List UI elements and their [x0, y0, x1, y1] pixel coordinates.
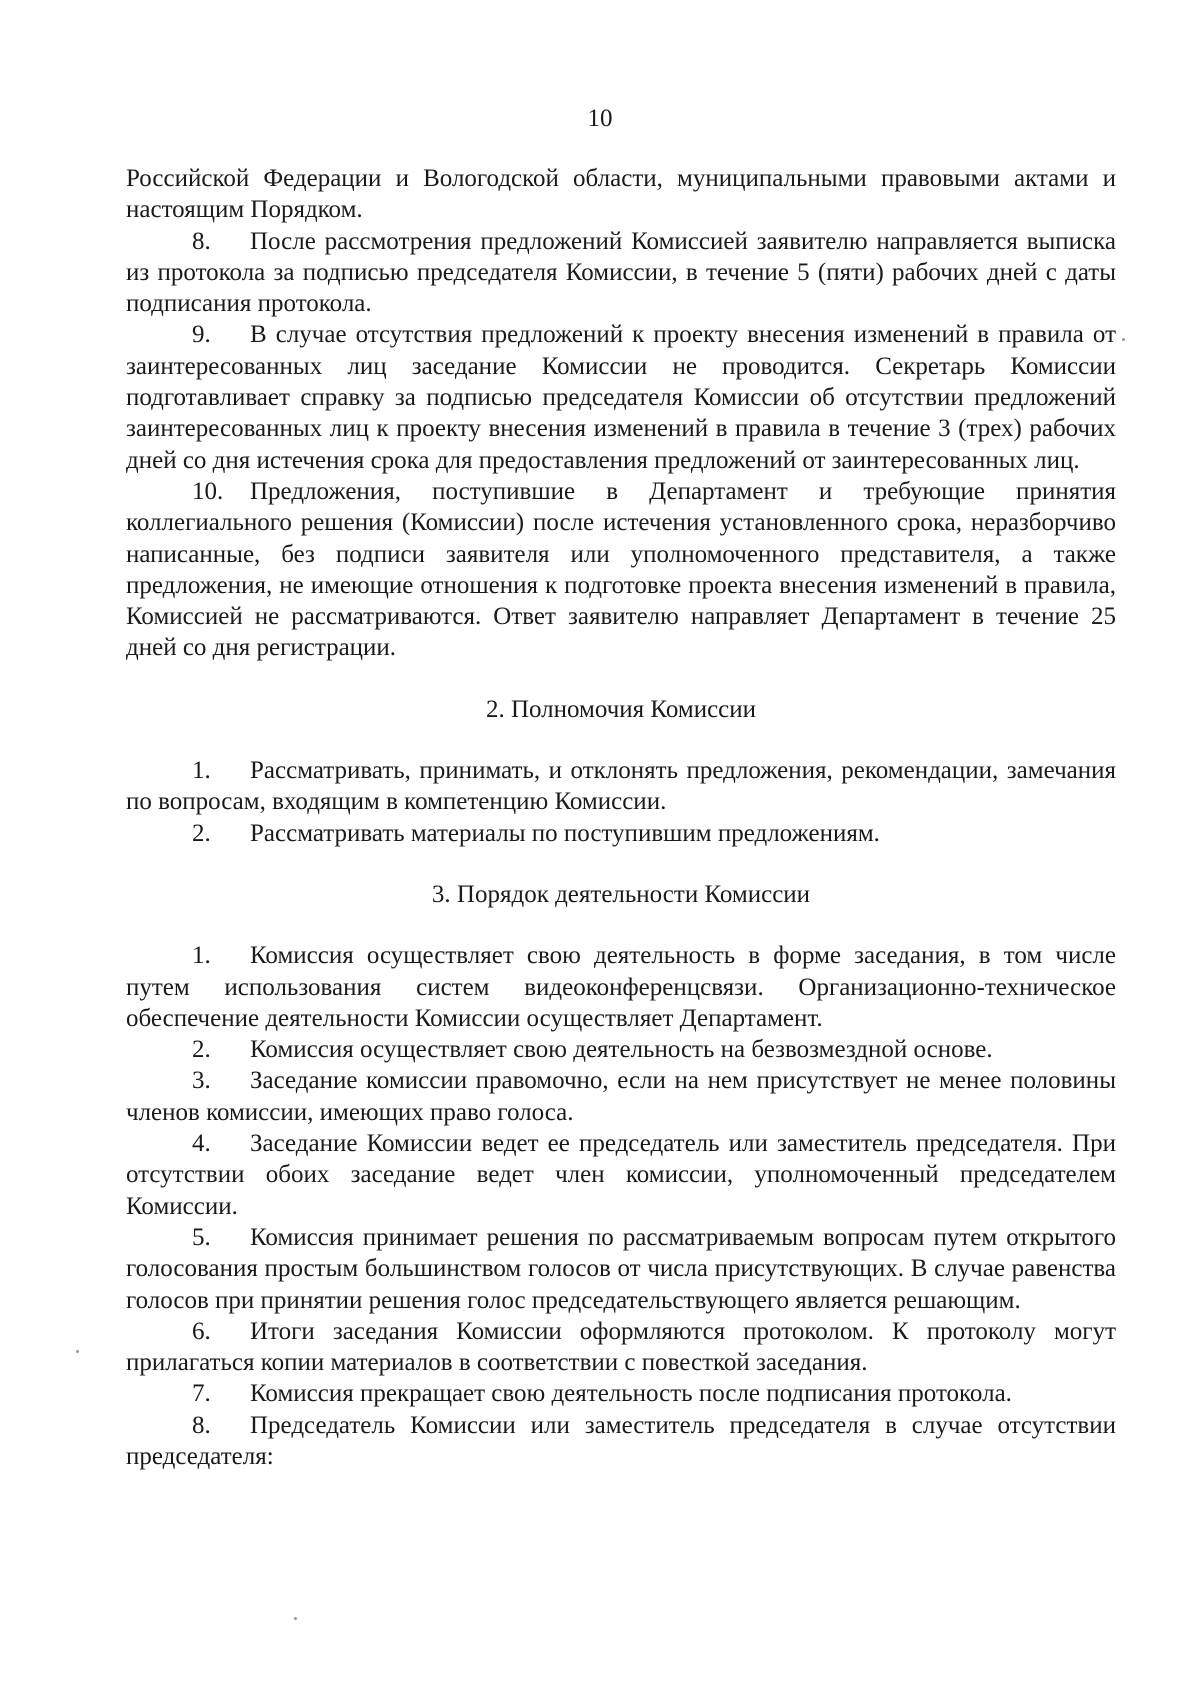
item-text: Рассматривать материалы по поступившим предложениям.: [250, 819, 880, 847]
item-text: Комиссия осуществляет свою деятельность в форме заседания, в том числе путем использования систем видеоконференцсвязи. Организационно-техническое обеспечение деятельности Комиссии осуществляет Департамент.: [126, 942, 1116, 1032]
page-number: 10: [587, 105, 613, 132]
list-item: [126, 319, 1116, 475]
item-number: 3.: [192, 1067, 211, 1095]
item-text: Комиссия осуществляет свою деятельность на безвозмездной основе.: [250, 1036, 993, 1064]
item-number: 6.: [192, 1317, 211, 1345]
scan-speck: [76, 1350, 79, 1353]
scan-speck: [1122, 338, 1125, 341]
scan-speck: [294, 1617, 297, 1620]
item-text: В случае отсутствия предложений к проекту внесения изменений в правила от заинтересованных лиц заседание Комиссии не проводится. Секретарь Комиссии подготавливает справку за подписью председателя Комиссии об отсутствии предложений заинтересованных лиц к проекту внесения изменений в правила в течение 3 (трех) рабочих дней со дня истечения срока для предоставления предложений от заинтересованных лиц.: [126, 321, 1116, 474]
list-item: [126, 226, 1116, 320]
section3-items: [126, 940, 1116, 1472]
list-item: [126, 1222, 1116, 1316]
item-text: Комиссия принимает решения по рассматриваемым вопросам путем открытого голосования простым большинством голосов от числа присутствующих. В случае равенства голосов при принятии решения голос председательствующего является решающим.: [126, 1223, 1116, 1314]
list-item: [126, 1128, 1116, 1222]
item-text: Комиссия прекращает свою деятельность после подписания протокола.: [250, 1380, 1012, 1408]
item-text: Заседание комиссии правомочно, если на нем присутствует не менее половины членов комиссии, имеющих право голоса.: [126, 1067, 1116, 1126]
section1-items: [126, 226, 1116, 664]
item-text: Предложения, поступившие в Департамент и требующие принятия коллегиального решения (Комиссии) после истечения установленного срока, неразборчиво написанные, без подписи заявителя или уполномоченного представителя, а также предложения, не имеющие отношения к подготовке проекта внесения изменений в правила, Комиссией не рассматриваются. Ответ заявителю направляет Департамент в течение 25 дней со дня регистрации.: [126, 477, 1116, 662]
item-number: 7.: [192, 1380, 211, 1408]
list-item: [126, 1065, 1116, 1128]
item-number: 1.: [192, 757, 211, 785]
item-number: 10.: [192, 477, 224, 505]
section2-items: [126, 755, 1116, 849]
list-item: [126, 940, 1116, 1034]
list-item: [126, 818, 1116, 849]
list-item: [126, 476, 1116, 664]
list-item: [126, 1378, 1116, 1409]
item-text: Заседание Комиссии ведет ее председатель или заместитель председателя. При отсутствии обоих заседание ведет член комиссии, уполномоченный председателем Комиссии.: [126, 1130, 1116, 1220]
item-text: Председатель Комиссии или заместитель председателя в случае отсутствии председателя:: [126, 1411, 1116, 1470]
item-text: Рассматривать, принимать, и отклонять предложения, рекомендации, замечания по вопросам, входящим в компетенцию Комиссии.: [126, 757, 1116, 816]
section-heading: 3. Порядок деятельности Комиссии: [431, 880, 811, 908]
item-number: 9.: [192, 321, 211, 349]
list-item: [126, 1034, 1116, 1065]
item-text: Итоги заседания Комиссии оформляются протоколом. К протоколу могут прилагаться копии материалов в соответствии с повесткой заседания.: [126, 1317, 1116, 1377]
list-item: [126, 1316, 1116, 1379]
intro-continuation: Российской Федерации и Вологодской области, муниципальными правовыми актами и настоящим Порядком.: [126, 165, 1116, 224]
item-number: 2.: [192, 819, 211, 847]
item-number: 8.: [192, 227, 211, 255]
document-body: [126, 163, 1116, 1472]
item-number: 8.: [192, 1411, 211, 1439]
list-item: [126, 755, 1116, 818]
item-number: 4.: [192, 1130, 211, 1158]
item-number: 1.: [192, 942, 211, 970]
list-item: [126, 1410, 1116, 1473]
item-number: 2.: [192, 1036, 211, 1064]
item-number: 5.: [192, 1223, 211, 1251]
section-heading: 2. Полномочия Комиссии: [485, 695, 757, 723]
item-text: После рассмотрения предложений Комиссией заявителю направляется выписка из протокола за подписью председателя Комиссии, в течение 5 (пяти) рабочих дней с даты подписания протокола.: [126, 227, 1116, 318]
